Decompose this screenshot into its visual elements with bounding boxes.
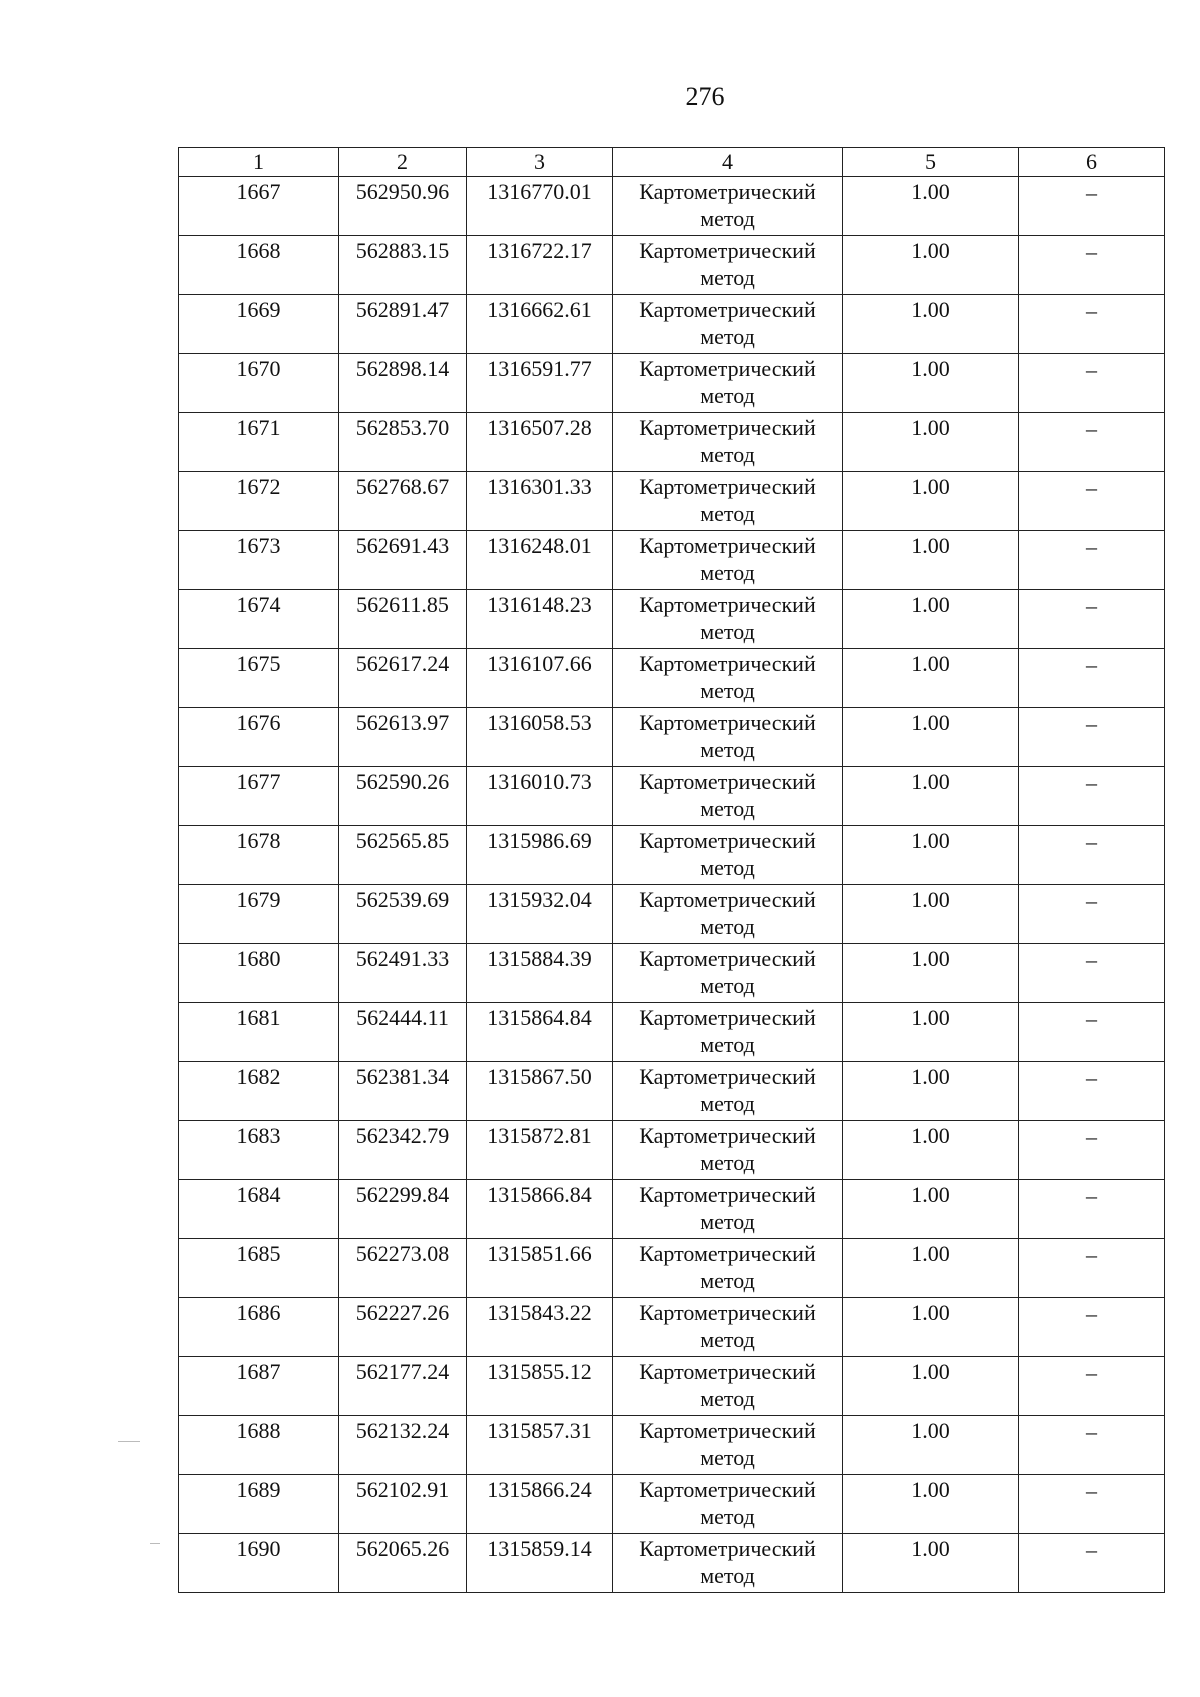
method-cell [613,177,843,236]
dash-mark: – [1086,416,1097,441]
method-line-2: метод [700,1032,755,1057]
accuracy-cell: 1.00 [843,1121,1019,1180]
point-number-cell: 1683 [179,1121,339,1180]
point-number-cell: 1676 [179,708,339,767]
method-line-1: Картометрический [639,769,816,794]
point-number-cell: 1667 [179,177,339,236]
accuracy-cell: 1.00 [843,1416,1019,1475]
accuracy-cell: 1.00 [843,1475,1019,1534]
coordinates-table [178,147,1165,1593]
note-cell [1019,177,1165,236]
method-line-1: Картометрический [639,179,816,204]
accuracy-cell: 1.00 [843,708,1019,767]
accuracy-cell: 1.00 [843,1357,1019,1416]
y-coordinate-cell: 1315867.50 [467,1062,613,1121]
method-line-1: Картометрический [639,533,816,558]
dash-mark: – [1086,947,1097,972]
x-coordinate-cell: 562617.24 [339,649,467,708]
method-line-1: Картометрический [639,1300,816,1325]
accuracy-cell: 1.00 [843,590,1019,649]
accuracy-cell: 1.00 [843,1534,1019,1593]
note-cell [1019,1180,1165,1239]
table-row [179,1416,1165,1475]
point-number-cell: 1689 [179,1475,339,1534]
point-number-cell: 1681 [179,1003,339,1062]
y-coordinate-cell: 1316507.28 [467,413,613,472]
dash-mark: – [1086,534,1097,559]
method-cell [613,885,843,944]
note-cell [1019,1239,1165,1298]
table-row [179,472,1165,531]
method-cell [613,708,843,767]
method-line-1: Картометрический [639,828,816,853]
x-coordinate-cell: 562590.26 [339,767,467,826]
method-cell [613,236,843,295]
x-coordinate-cell: 562102.91 [339,1475,467,1534]
method-line-1: Картометрический [639,1241,816,1266]
method-cell [613,590,843,649]
y-coordinate-cell: 1316301.33 [467,472,613,531]
accuracy-cell: 1.00 [843,826,1019,885]
method-line-1: Картометрический [639,1005,816,1030]
method-line-2: метод [700,265,755,290]
header-col-2: 2 [339,148,467,177]
point-number-cell: 1677 [179,767,339,826]
point-number-cell: 1687 [179,1357,339,1416]
x-coordinate-cell: 562853.70 [339,413,467,472]
x-coordinate-cell: 562491.33 [339,944,467,1003]
note-cell [1019,767,1165,826]
method-line-2: метод [700,1209,755,1234]
note-cell [1019,944,1165,1003]
x-coordinate-cell: 562177.24 [339,1357,467,1416]
table-row [179,531,1165,590]
method-line-2: метод [700,1386,755,1411]
x-coordinate-cell: 562342.79 [339,1121,467,1180]
dash-mark: – [1086,1360,1097,1385]
method-cell [613,1180,843,1239]
method-line-2: метод [700,206,755,231]
coordinates-table-container [178,147,1164,1593]
note-cell [1019,236,1165,295]
method-cell [613,1239,843,1298]
method-cell [613,295,843,354]
dash-mark: – [1086,1301,1097,1326]
method-line-1: Картометрический [639,238,816,263]
note-cell [1019,354,1165,413]
point-number-cell: 1672 [179,472,339,531]
method-cell [613,1298,843,1357]
note-cell [1019,413,1165,472]
point-number-cell: 1685 [179,1239,339,1298]
table-row [179,1534,1165,1593]
table-row [179,295,1165,354]
y-coordinate-cell: 1316722.17 [467,236,613,295]
method-line-1: Картометрический [639,1536,816,1561]
method-line-2: метод [700,501,755,526]
x-coordinate-cell: 562227.26 [339,1298,467,1357]
method-line-1: Картометрический [639,710,816,735]
point-number-cell: 1673 [179,531,339,590]
point-number-cell: 1690 [179,1534,339,1593]
y-coordinate-cell: 1315859.14 [467,1534,613,1593]
dash-mark: – [1086,475,1097,500]
method-line-2: метод [700,1327,755,1352]
accuracy-cell: 1.00 [843,767,1019,826]
method-line-2: метод [700,383,755,408]
x-coordinate-cell: 562768.67 [339,472,467,531]
note-cell [1019,885,1165,944]
accuracy-cell: 1.00 [843,1003,1019,1062]
table-row [179,177,1165,236]
dash-mark: – [1086,829,1097,854]
y-coordinate-cell: 1315932.04 [467,885,613,944]
table-row [179,649,1165,708]
method-cell [613,1416,843,1475]
point-number-cell: 1674 [179,590,339,649]
method-line-1: Картометрический [639,946,816,971]
method-line-2: метод [700,914,755,939]
y-coordinate-cell: 1316107.66 [467,649,613,708]
table-row [179,826,1165,885]
y-coordinate-cell: 1315857.31 [467,1416,613,1475]
method-line-1: Картометрический [639,415,816,440]
accuracy-cell: 1.00 [843,1239,1019,1298]
table-row [179,1239,1165,1298]
note-cell [1019,1475,1165,1534]
point-number-cell: 1680 [179,944,339,1003]
scan-mark [118,1441,140,1442]
y-coordinate-cell: 1315864.84 [467,1003,613,1062]
scan-mark [150,1543,160,1544]
method-cell [613,649,843,708]
table-body [179,177,1165,1593]
table-row [179,1121,1165,1180]
point-number-cell: 1670 [179,354,339,413]
x-coordinate-cell: 562565.85 [339,826,467,885]
method-line-1: Картометрический [639,592,816,617]
method-line-1: Картометрический [639,1123,816,1148]
method-line-2: метод [700,1150,755,1175]
dash-mark: – [1086,180,1097,205]
point-number-cell: 1678 [179,826,339,885]
dash-mark: – [1086,1065,1097,1090]
method-cell [613,413,843,472]
dash-mark: – [1086,357,1097,382]
method-line-1: Картометрический [639,1477,816,1502]
method-cell [613,531,843,590]
x-coordinate-cell: 562950.96 [339,177,467,236]
method-line-1: Картометрический [639,887,816,912]
method-line-1: Картометрический [639,474,816,499]
accuracy-cell: 1.00 [843,177,1019,236]
method-cell [613,1062,843,1121]
x-coordinate-cell: 562891.47 [339,295,467,354]
y-coordinate-cell: 1315884.39 [467,944,613,1003]
dash-mark: – [1086,770,1097,795]
dash-mark: – [1086,1006,1097,1031]
dash-mark: – [1086,239,1097,264]
note-cell [1019,1416,1165,1475]
method-line-1: Картометрический [639,297,816,322]
method-line-2: метод [700,442,755,467]
y-coordinate-cell: 1315843.22 [467,1298,613,1357]
method-cell [613,1121,843,1180]
page-number: 276 [685,82,725,111]
note-cell [1019,1298,1165,1357]
method-line-2: метод [700,324,755,349]
method-line-2: метод [700,1091,755,1116]
table-row [179,1357,1165,1416]
table-row [179,1475,1165,1534]
table-row [179,767,1165,826]
note-cell [1019,1062,1165,1121]
note-cell [1019,531,1165,590]
x-coordinate-cell: 562883.15 [339,236,467,295]
method-line-1: Картометрический [639,356,816,381]
y-coordinate-cell: 1315872.81 [467,1121,613,1180]
method-line-2: метод [700,1563,755,1588]
y-coordinate-cell: 1316248.01 [467,531,613,590]
x-coordinate-cell: 562611.85 [339,590,467,649]
y-coordinate-cell: 1315986.69 [467,826,613,885]
method-line-2: метод [700,1504,755,1529]
method-line-2: метод [700,619,755,644]
method-line-1: Картометрический [639,651,816,676]
method-line-2: метод [700,678,755,703]
note-cell [1019,826,1165,885]
method-line-2: метод [700,1445,755,1470]
table-row [179,885,1165,944]
table-row [179,590,1165,649]
point-number-cell: 1684 [179,1180,339,1239]
y-coordinate-cell: 1316148.23 [467,590,613,649]
accuracy-cell: 1.00 [843,413,1019,472]
accuracy-cell: 1.00 [843,944,1019,1003]
method-cell [613,1475,843,1534]
header-col-4: 4 [613,148,843,177]
dash-mark: – [1086,1419,1097,1444]
accuracy-cell: 1.00 [843,236,1019,295]
x-coordinate-cell: 562898.14 [339,354,467,413]
y-coordinate-cell: 1316662.61 [467,295,613,354]
note-cell [1019,708,1165,767]
method-cell [613,354,843,413]
note-cell [1019,472,1165,531]
method-cell [613,767,843,826]
method-line-1: Картометрический [639,1359,816,1384]
method-line-1: Картометрический [639,1182,816,1207]
accuracy-cell: 1.00 [843,1180,1019,1239]
header-row [179,148,1165,177]
y-coordinate-cell: 1316058.53 [467,708,613,767]
method-line-2: метод [700,560,755,585]
method-line-2: метод [700,855,755,880]
accuracy-cell: 1.00 [843,472,1019,531]
method-cell [613,944,843,1003]
y-coordinate-cell: 1315851.66 [467,1239,613,1298]
method-cell [613,1003,843,1062]
header-col-6: 6 [1019,148,1165,177]
dash-mark: – [1086,1537,1097,1562]
table-row [179,236,1165,295]
accuracy-cell: 1.00 [843,649,1019,708]
dash-mark: – [1086,593,1097,618]
table-header [179,148,1165,177]
dash-mark: – [1086,1183,1097,1208]
header-col-3: 3 [467,148,613,177]
note-cell [1019,649,1165,708]
y-coordinate-cell: 1315855.12 [467,1357,613,1416]
method-cell [613,826,843,885]
method-line-2: метод [700,796,755,821]
table-row [179,1298,1165,1357]
x-coordinate-cell: 562613.97 [339,708,467,767]
x-coordinate-cell: 562381.34 [339,1062,467,1121]
accuracy-cell: 1.00 [843,531,1019,590]
accuracy-cell: 1.00 [843,295,1019,354]
y-coordinate-cell: 1315866.84 [467,1180,613,1239]
method-line-1: Картометрический [639,1418,816,1443]
dash-mark: – [1086,298,1097,323]
dash-mark: – [1086,711,1097,736]
note-cell [1019,1534,1165,1593]
method-line-2: метод [700,1268,755,1293]
table-row [179,944,1165,1003]
table-row [179,413,1165,472]
y-coordinate-cell: 1316591.77 [467,354,613,413]
y-coordinate-cell: 1316010.73 [467,767,613,826]
x-coordinate-cell: 562444.11 [339,1003,467,1062]
dash-mark: – [1086,1242,1097,1267]
x-coordinate-cell: 562539.69 [339,885,467,944]
method-line-2: метод [700,737,755,762]
point-number-cell: 1668 [179,236,339,295]
dash-mark: – [1086,1478,1097,1503]
note-cell [1019,1121,1165,1180]
point-number-cell: 1675 [179,649,339,708]
dash-mark: – [1086,888,1097,913]
x-coordinate-cell: 562132.24 [339,1416,467,1475]
point-number-cell: 1688 [179,1416,339,1475]
point-number-cell: 1686 [179,1298,339,1357]
dash-mark: – [1086,1124,1097,1149]
table-row [179,708,1165,767]
note-cell [1019,590,1165,649]
point-number-cell: 1669 [179,295,339,354]
x-coordinate-cell: 562691.43 [339,531,467,590]
note-cell [1019,295,1165,354]
accuracy-cell: 1.00 [843,354,1019,413]
method-cell [613,472,843,531]
point-number-cell: 1671 [179,413,339,472]
accuracy-cell: 1.00 [843,885,1019,944]
point-number-cell: 1682 [179,1062,339,1121]
table-row [179,1003,1165,1062]
dash-mark: – [1086,652,1097,677]
point-number-cell: 1679 [179,885,339,944]
table-row [179,1180,1165,1239]
accuracy-cell: 1.00 [843,1298,1019,1357]
x-coordinate-cell: 562299.84 [339,1180,467,1239]
method-line-1: Картометрический [639,1064,816,1089]
accuracy-cell: 1.00 [843,1062,1019,1121]
method-cell [613,1357,843,1416]
method-line-2: метод [700,973,755,998]
note-cell [1019,1003,1165,1062]
x-coordinate-cell: 562065.26 [339,1534,467,1593]
x-coordinate-cell: 562273.08 [339,1239,467,1298]
table-row [179,354,1165,413]
table-row [179,1062,1165,1121]
y-coordinate-cell: 1316770.01 [467,177,613,236]
header-col-1: 1 [179,148,339,177]
y-coordinate-cell: 1315866.24 [467,1475,613,1534]
method-cell [613,1534,843,1593]
note-cell [1019,1357,1165,1416]
header-col-5: 5 [843,148,1019,177]
